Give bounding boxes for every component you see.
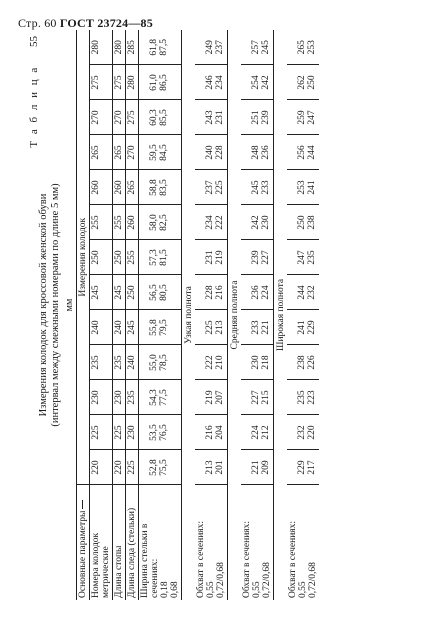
row-obkhvat-shirokaya-sub1: 0,55 xyxy=(298,581,308,598)
row-obkhvat-shirokaya-cell xyxy=(287,275,319,310)
row-shirina-cell xyxy=(139,240,182,275)
row-obkhvat-uzkaya-cell xyxy=(195,170,228,205)
row-obkhvat-shirokaya-value-1: 262 xyxy=(297,75,307,90)
row-obkhvat-srednyaya-cell xyxy=(241,310,274,345)
row-obkhvat-uzkaya-cell xyxy=(195,135,228,170)
row-obkhvat-srednyaya-value-2: 227 xyxy=(261,250,271,265)
row-obkhvat-shirokaya-value-2: 247 xyxy=(307,110,317,125)
row-obkhvat-uzkaya-value-2: 228 xyxy=(215,145,225,160)
table-label-text: Т а б л и ц а xyxy=(28,65,40,148)
row-obkhvat-srednyaya-value-1: 230 xyxy=(251,355,261,370)
row-nomer-value: 230 xyxy=(90,380,113,415)
row-dlina-stopy-value: 260 xyxy=(113,170,126,205)
row-obkhvat-shirokaya-label xyxy=(287,485,319,600)
row-nomer-value: 245 xyxy=(90,275,113,310)
row-obkhvat-uzkaya-cell xyxy=(195,100,228,135)
row-obkhvat-uzkaya-value-2: 210 xyxy=(215,355,225,370)
row-obkhvat-uzkaya-value-1: 219 xyxy=(205,390,215,405)
row-nomer-label: Номера колодок метрические xyxy=(90,485,113,600)
row-obkhvat-shirokaya-value-2: 241 xyxy=(307,180,317,195)
row-shirina-value-2: 75,5 xyxy=(159,459,169,476)
row-obkhvat-uzkaya-cell xyxy=(195,65,228,100)
row-nomer-value: 250 xyxy=(90,240,113,275)
row-obkhvat-shirokaya-cell xyxy=(287,380,319,415)
row-dlina-stopy-value: 275 xyxy=(113,65,126,100)
row-shirina-value-2: 78,5 xyxy=(159,354,169,371)
row-obkhvat-uzkaya-value-2: 225 xyxy=(215,180,225,195)
row-obkhvat-uzkaya-value-2: 222 xyxy=(215,215,225,230)
row-shirina-cell xyxy=(139,100,182,135)
row-obkhvat-shirokaya-value-1: 229 xyxy=(297,460,307,475)
row-shirina-value-2: 82,5 xyxy=(159,214,169,231)
row-obkhvat-shirokaya-cell xyxy=(287,30,319,65)
row-obkhvat-uzkaya-cell xyxy=(195,345,228,380)
row-shirina-value-2: 84,5 xyxy=(159,144,169,161)
row-obkhvat-srednyaya-value-2: 230 xyxy=(261,215,271,230)
row-obkhvat-srednyaya-cell xyxy=(241,30,274,65)
row-obkhvat-srednyaya-cell xyxy=(241,275,274,310)
row-obkhvat-shirokaya-sub2: 0,72/0,68 xyxy=(308,562,318,598)
row-obkhvat-srednyaya-value-2: 239 xyxy=(261,110,271,125)
row-obkhvat-shirokaya-value-2: 223 xyxy=(307,390,317,405)
row-obkhvat-shirokaya-cell xyxy=(287,415,319,450)
row-obkhvat-shirokaya-value-2: 226 xyxy=(307,355,317,370)
row-obkhvat-shirokaya-value-1: 232 xyxy=(297,425,307,440)
row-obkhvat-srednyaya-cell xyxy=(241,135,274,170)
row-obkhvat-uzkaya-cell xyxy=(195,205,228,240)
row-obkhvat-uzkaya-cell xyxy=(195,380,228,415)
row-obkhvat-srednyaya-value-2: 212 xyxy=(261,425,271,440)
row-dlina-sleda-value: 275 xyxy=(126,100,139,135)
row-obkhvat-srednyaya-label xyxy=(241,485,274,600)
row-obkhvat-shirokaya-value-1: 259 xyxy=(297,110,307,125)
measurements-table xyxy=(76,30,319,600)
row-shirina-value-2: 83,5 xyxy=(159,179,169,196)
row-shirina-value-1: 60,3 xyxy=(149,109,159,126)
row-dlina-stopy-value: 270 xyxy=(113,100,126,135)
title-unit: мм xyxy=(64,298,75,312)
row-shirina-sub2: 0,68 xyxy=(170,581,180,598)
row-obkhvat-uzkaya-value-1: 243 xyxy=(205,110,215,125)
row-dlina-stopy-value: 255 xyxy=(113,205,126,240)
row-obkhvat-srednyaya-value-1: 239 xyxy=(251,250,261,265)
row-dlina-sleda-value: 250 xyxy=(126,275,139,310)
row-dlina-sleda-value: 280 xyxy=(126,65,139,100)
row-obkhvat-srednyaya-value-1: 227 xyxy=(251,390,261,405)
header-measure: Измерения колодок xyxy=(77,30,90,485)
row-obkhvat-shirokaya-cell xyxy=(287,240,319,275)
page-header xyxy=(18,16,153,31)
row-obkhvat-shirokaya-value-1: 238 xyxy=(297,355,307,370)
row-obkhvat-srednyaya-value-1: 224 xyxy=(251,425,261,440)
row-obkhvat-srednyaya-cell xyxy=(241,65,274,100)
row-obkhvat-uzkaya-cell xyxy=(195,310,228,345)
row-obkhvat-srednyaya-value-2: 242 xyxy=(261,75,271,90)
row-obkhvat-shirokaya-value-2: 229 xyxy=(307,320,317,335)
header-row xyxy=(77,30,90,600)
row-obkhvat-shirokaya-cell xyxy=(287,345,319,380)
row-nomer-value: 220 xyxy=(90,450,113,485)
row-obkhvat-uzkaya-value-1: 231 xyxy=(205,250,215,265)
row-obkhvat-shirokaya-cell xyxy=(287,170,319,205)
row-dlina-sleda-value: 235 xyxy=(126,380,139,415)
row-obkhvat-uzkaya-value-1: 234 xyxy=(205,215,215,230)
row-obkhvat-srednyaya-label-text: Обхват в сечениях: xyxy=(242,520,252,598)
row-obkhvat-srednyaya-value-2: 245 xyxy=(261,40,271,55)
row-nomer-value: 235 xyxy=(90,345,113,380)
row-obkhvat-srednyaya-cell xyxy=(241,450,274,485)
row-obkhvat-srednyaya-value-1: 254 xyxy=(251,75,261,90)
row-obkhvat-shirokaya-cell xyxy=(287,135,319,170)
row-nomer-value: 240 xyxy=(90,310,113,345)
row-obkhvat-srednyaya-value-1: 248 xyxy=(251,145,261,160)
header-param xyxy=(77,485,90,600)
row-obkhvat-uzkaya-cell xyxy=(195,450,228,485)
row-dlina-stopy-value: 220 xyxy=(113,450,126,485)
row-shirina-cell xyxy=(139,205,182,240)
row-shirina-cell xyxy=(139,415,182,450)
row-shirina-cell xyxy=(139,345,182,380)
section-shirokaya xyxy=(274,30,288,600)
row-obkhvat-srednyaya-value-2: 236 xyxy=(261,145,271,160)
row-dlina-sleda-value: 265 xyxy=(126,170,139,205)
row-obkhvat-shirokaya-value-1: 250 xyxy=(297,215,307,230)
row-shirina-value-2: 81,5 xyxy=(159,249,169,266)
row-obkhvat-srednyaya-cell xyxy=(241,240,274,275)
row-obkhvat-uzkaya-cell xyxy=(195,30,228,65)
row-shirina-cell xyxy=(139,170,182,205)
row-nomer-value: 275 xyxy=(90,65,113,100)
row-shirina-value-1: 52,8 xyxy=(149,459,159,476)
row-obkhvat-uzkaya-value-2: 231 xyxy=(215,110,225,125)
row-dlina-sleda xyxy=(126,30,139,600)
row-obkhvat-uzkaya-value-1: 246 xyxy=(205,75,215,90)
row-obkhvat-srednyaya-value-2: 221 xyxy=(261,320,271,335)
section-srednyaya-title: Средняя полнота xyxy=(228,30,242,600)
title-line-1: Измерения колодок для кроссовой женской обуви xyxy=(38,193,49,417)
row-dlina-sleda-value: 230 xyxy=(126,415,139,450)
row-shirina-value-1: 61,0 xyxy=(149,74,159,91)
row-obkhvat-srednyaya-value-1: 233 xyxy=(251,320,261,335)
row-shirina-cell xyxy=(139,380,182,415)
row-dlina-stopy-value: 265 xyxy=(113,135,126,170)
row-obkhvat-uzkaya-value-2: 213 xyxy=(215,320,225,335)
row-nomer-value: 225 xyxy=(90,415,113,450)
row-obkhvat-shirokaya-label-text: Обхват в сечениях: xyxy=(288,520,298,598)
row-shirina-value-1: 61,8 xyxy=(149,38,159,56)
row-obkhvat-srednyaya-value-1: 257 xyxy=(251,40,261,55)
row-obkhvat-shirokaya-value-1: 253 xyxy=(297,180,307,195)
row-obkhvat-srednyaya-value-2: 209 xyxy=(261,460,271,475)
row-obkhvat-srednyaya-value-1: 251 xyxy=(251,110,261,125)
row-shirina-value-2: 87,5 xyxy=(159,38,169,56)
row-shirina-value-1: 55,0 xyxy=(149,354,159,371)
row-dlina-sleda-value: 260 xyxy=(126,205,139,240)
row-obkhvat-srednyaya xyxy=(241,30,274,600)
row-obkhvat-srednyaya-cell xyxy=(241,345,274,380)
row-dlina-stopy-value: 280 xyxy=(113,30,126,65)
row-nomer xyxy=(90,30,113,600)
header-dash xyxy=(82,500,83,509)
row-dlina-stopy-value: 245 xyxy=(113,275,126,310)
row-obkhvat-srednyaya-value-2: 215 xyxy=(261,390,271,405)
row-obkhvat-shirokaya-value-1: 265 xyxy=(297,40,307,55)
row-shirina-cell xyxy=(139,30,182,65)
row-obkhvat-uzkaya-label-text: Обхват в сечениях: xyxy=(196,520,206,598)
section-uzkaya-title: Узкая полнота xyxy=(182,30,196,600)
row-obkhvat-shirokaya-value-1: 244 xyxy=(297,285,307,300)
row-obkhvat-uzkaya-value-2: 234 xyxy=(215,75,225,90)
row-obkhvat-srednyaya-cell xyxy=(241,380,274,415)
row-obkhvat-shirokaya-cell xyxy=(287,450,319,485)
page-header-standard: ГОСТ 23724—85 xyxy=(59,16,153,30)
row-shirina-value-1: 59,5 xyxy=(149,144,159,161)
row-obkhvat-uzkaya-cell xyxy=(195,275,228,310)
page-number: 55 xyxy=(28,36,40,47)
row-obkhvat-shirokaya-value-2: 253 xyxy=(307,40,317,55)
row-obkhvat-srednyaya-value-1: 245 xyxy=(251,180,261,195)
table-title xyxy=(38,70,76,540)
row-shirina-sub1: 0,18 xyxy=(160,581,170,598)
row-dlina-stopy-value: 225 xyxy=(113,415,126,450)
row-obkhvat-shirokaya-value-2: 235 xyxy=(307,250,317,265)
row-dlina-stopy-label: Длина стопы xyxy=(113,485,126,600)
row-dlina-sleda-value: 245 xyxy=(126,310,139,345)
row-obkhvat-srednyaya-sub1: 0,55 xyxy=(252,581,262,598)
row-shirina-label-text: Ширина стельки в сечениях: xyxy=(140,523,160,598)
row-obkhvat-uzkaya xyxy=(195,30,228,600)
row-shirina-value-1: 55,8 xyxy=(149,319,159,336)
row-obkhvat-srednyaya-value-1: 236 xyxy=(251,285,261,300)
row-obkhvat-shirokaya-value-2: 232 xyxy=(307,285,317,300)
row-obkhvat-srednyaya-value-2: 224 xyxy=(261,285,271,300)
row-obkhvat-uzkaya-label xyxy=(195,485,228,600)
row-obkhvat-shirokaya-cell xyxy=(287,310,319,345)
row-obkhvat-srednyaya-value-2: 233 xyxy=(261,180,271,195)
row-shirina-value-1: 54,3 xyxy=(149,389,159,406)
row-obkhvat-shirokaya-cell xyxy=(287,65,319,100)
row-shirina-value-2: 80,5 xyxy=(159,284,169,301)
row-obkhvat-uzkaya-value-2: 204 xyxy=(215,425,225,440)
row-dlina-sleda-value: 240 xyxy=(126,345,139,380)
row-obkhvat-srednyaya-value-1: 242 xyxy=(251,215,261,230)
row-dlina-sleda-value: 255 xyxy=(126,240,139,275)
row-obkhvat-shirokaya-value-1: 235 xyxy=(297,390,307,405)
row-nomer-value: 280 xyxy=(90,30,113,65)
row-shirina-cell xyxy=(139,450,182,485)
row-dlina-stopy xyxy=(113,30,126,600)
row-dlina-stopy-value: 240 xyxy=(113,310,126,345)
row-obkhvat-shirokaya-value-1: 247 xyxy=(297,250,307,265)
row-obkhvat-uzkaya-value-1: 216 xyxy=(205,425,215,440)
row-shirina-value-2: 86,5 xyxy=(159,74,169,91)
row-obkhvat-shirokaya-cell xyxy=(287,205,319,240)
row-shirina-cell xyxy=(139,65,182,100)
row-shirina xyxy=(139,30,182,600)
row-obkhvat-uzkaya-value-2: 219 xyxy=(215,250,225,265)
row-nomer-value: 265 xyxy=(90,135,113,170)
row-obkhvat-uzkaya-value-2: 216 xyxy=(215,285,225,300)
page-header-number: Стр. 60 xyxy=(18,16,57,30)
row-nomer-value: 270 xyxy=(90,100,113,135)
row-obkhvat-uzkaya-value-2: 237 xyxy=(215,40,225,55)
row-obkhvat-uzkaya-sub1: 0,55 xyxy=(206,581,216,598)
row-obkhvat-uzkaya-value-2: 201 xyxy=(215,460,225,475)
row-obkhvat-srednyaya-cell xyxy=(241,100,274,135)
row-obkhvat-srednyaya-value-2: 218 xyxy=(261,355,271,370)
row-shirina-cell xyxy=(139,135,182,170)
row-obkhvat-uzkaya-cell xyxy=(195,240,228,275)
row-shirina-value-1: 57,3 xyxy=(149,249,159,266)
row-obkhvat-shirokaya-value-1: 256 xyxy=(297,145,307,160)
row-obkhvat-shirokaya-value-2: 217 xyxy=(307,460,317,475)
row-shirina-value-1: 58,8 xyxy=(149,179,159,196)
row-obkhvat-uzkaya-value-2: 207 xyxy=(215,390,225,405)
row-shirina-value-2: 77,5 xyxy=(159,389,169,406)
row-shirina-cell xyxy=(139,275,182,310)
row-obkhvat-shirokaya-cell xyxy=(287,100,319,135)
row-shirina-label xyxy=(139,485,182,600)
row-obkhvat-shirokaya-value-2: 244 xyxy=(307,145,317,160)
row-dlina-stopy-value: 230 xyxy=(113,380,126,415)
header-param-label: Основные параметры xyxy=(78,510,88,598)
row-obkhvat-uzkaya-sub2: 0,72/0,68 xyxy=(216,562,226,598)
row-shirina-value-1: 58,0 xyxy=(149,214,159,231)
section-shirokaya-title: Широкая полнота xyxy=(274,30,288,600)
row-obkhvat-uzkaya-value-1: 222 xyxy=(205,355,215,370)
row-obkhvat-uzkaya-value-1: 213 xyxy=(205,460,215,475)
row-shirina-value-1: 56,5 xyxy=(149,284,159,301)
row-shirina-value-1: 53,5 xyxy=(149,424,159,441)
row-dlina-sleda-value: 285 xyxy=(126,30,139,65)
row-obkhvat-srednyaya-value-1: 221 xyxy=(251,460,261,475)
row-nomer-value: 255 xyxy=(90,205,113,240)
row-dlina-sleda-label: Длина следа (стельки) xyxy=(126,485,139,600)
rotated-table-area xyxy=(24,30,414,600)
row-obkhvat-uzkaya-value-1: 228 xyxy=(205,285,215,300)
row-obkhvat-shirokaya xyxy=(287,30,319,600)
row-shirina-value-2: 85,5 xyxy=(159,109,169,126)
row-obkhvat-uzkaya-value-1: 240 xyxy=(205,145,215,160)
row-obkhvat-shirokaya-value-2: 238 xyxy=(307,215,317,230)
row-shirina-value-2: 76,5 xyxy=(159,424,169,441)
row-dlina-sleda-value: 225 xyxy=(126,450,139,485)
row-obkhvat-uzkaya-value-1: 225 xyxy=(205,320,215,335)
row-obkhvat-uzkaya-value-1: 249 xyxy=(205,40,215,55)
row-obkhvat-srednyaya-cell xyxy=(241,205,274,240)
row-obkhvat-srednyaya-cell xyxy=(241,415,274,450)
row-nomer-value: 260 xyxy=(90,170,113,205)
row-obkhvat-uzkaya-value-1: 237 xyxy=(205,180,215,195)
section-srednyaya xyxy=(228,30,242,600)
row-obkhvat-uzkaya-cell xyxy=(195,415,228,450)
row-shirina-value-2: 79,5 xyxy=(159,319,169,336)
row-obkhvat-shirokaya-value-2: 220 xyxy=(307,425,317,440)
row-dlina-stopy-value: 250 xyxy=(113,240,126,275)
row-dlina-sleda-value: 270 xyxy=(126,135,139,170)
row-shirina-cell xyxy=(139,310,182,345)
section-uzkaya xyxy=(182,30,196,600)
row-dlina-stopy-value: 235 xyxy=(113,345,126,380)
row-obkhvat-srednyaya-sub2: 0,72/0,68 xyxy=(262,562,272,598)
row-obkhvat-srednyaya-cell xyxy=(241,170,274,205)
row-obkhvat-shirokaya-value-2: 250 xyxy=(307,75,317,90)
title-line-2: (интервал между смежными номерами по длине 5 мм) xyxy=(50,183,61,427)
row-obkhvat-shirokaya-value-1: 241 xyxy=(297,320,307,335)
